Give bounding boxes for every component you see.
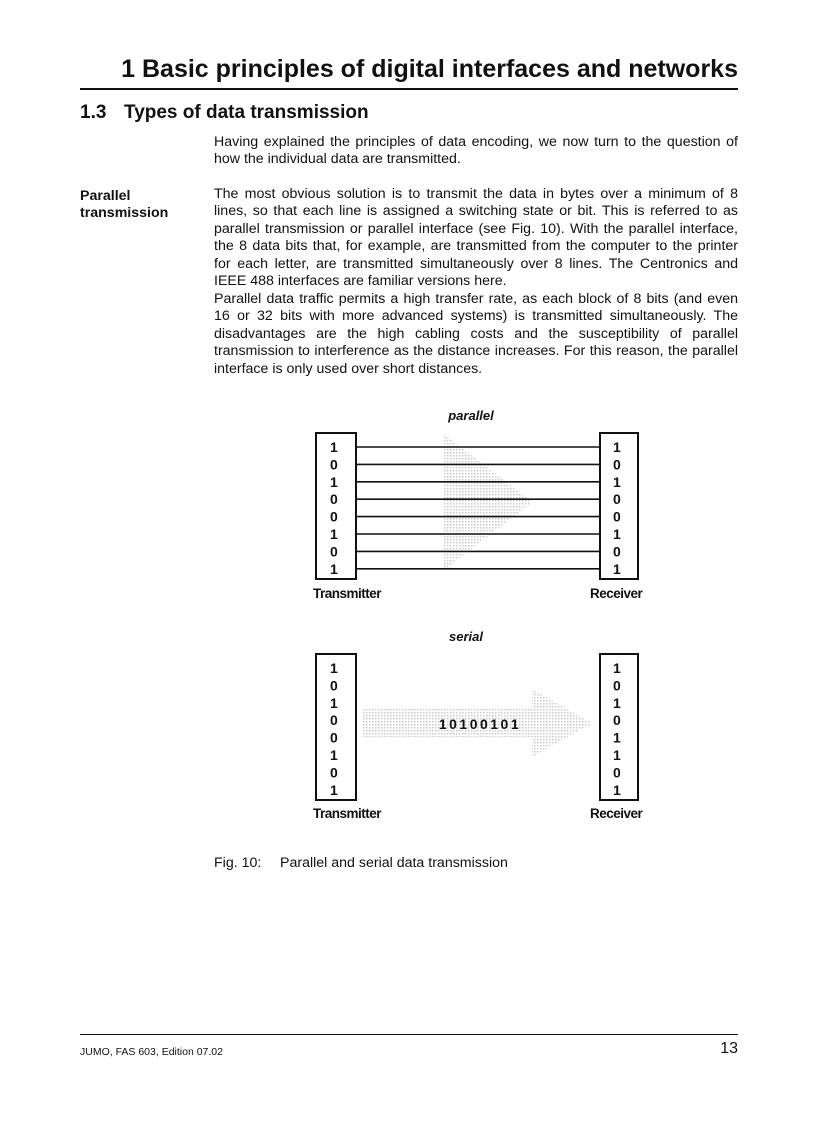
bit-digit: 1 xyxy=(613,781,621,798)
bit-digit: 1 xyxy=(330,473,338,490)
serial-diagram xyxy=(300,649,660,809)
side-label-line: Parallel xyxy=(80,188,131,204)
parallel-arrow xyxy=(444,434,532,570)
bit-digit: 1 xyxy=(613,747,621,763)
bit-digit: 0 xyxy=(613,491,621,508)
bit-digit: 0 xyxy=(330,729,338,746)
section-heading xyxy=(80,102,369,125)
bit-digit: 0 xyxy=(613,677,621,694)
serial-transmitter-label: Transmitter xyxy=(313,806,382,821)
bit-digit: 1 xyxy=(330,560,338,577)
parallel-receiver-label: Receiver xyxy=(590,586,643,601)
bit-digit: 0 xyxy=(613,712,621,729)
footer-rule xyxy=(80,1034,738,1035)
parallel-diagram xyxy=(300,428,660,588)
serial-label: serial xyxy=(449,629,483,644)
receiver-bits xyxy=(613,660,621,798)
bit-digit: 0 xyxy=(330,677,338,694)
bit-digit: 1 xyxy=(613,729,621,746)
figure-caption-text: Parallel and serial data transmission xyxy=(280,855,508,871)
section-title: Types of data transmission xyxy=(124,102,369,123)
bit-digit: 1 xyxy=(613,473,621,490)
side-label-line: transmission xyxy=(80,205,169,222)
bit-digit: 0 xyxy=(613,508,621,525)
parallel-transmitter-label: Transmitter xyxy=(313,586,382,601)
transmitter-bits xyxy=(330,660,338,798)
serial-receiver-label: Receiver xyxy=(590,806,643,821)
bit-digit: 1 xyxy=(330,747,338,763)
parallel-paragraph-1: The most obvious solution is to transmit the data in bytes over a minimum of 8 lines, so that each line is assigned a switching state or bit. This is referred to as parallel transmission or parallel interface (see Fig. 10). With the parallel interface, the 8 data bits that, for example, are transmitted from the computer to the printer for each letter, are transmitted simultaneously over 8 lines. The Centronics and IEEE 488 interfaces are familiar versions here. xyxy=(214,186,738,290)
bit-digit: 1 xyxy=(330,694,338,711)
bit-digit: 0 xyxy=(330,456,338,473)
serial-stream: 10100101 xyxy=(438,716,522,732)
parallel-paragraph-2: Parallel data traffic permits a high transfer rate, as each block of 8 bits (and even 16 or 32 bits with more advanced systems) is transmitted simultaneously. The disadvantages are the high cabling costs and the susceptibility of parallel transmission to interference as the distance increases. For this reason, the parallel interface is only used over short distances. xyxy=(214,291,738,377)
transmitter-bits xyxy=(330,439,338,577)
bit-digit: 1 xyxy=(330,526,338,542)
page-number: 13 xyxy=(720,1040,738,1057)
bit-digit: 0 xyxy=(330,491,338,508)
bit-digit: 1 xyxy=(613,560,621,577)
bit-digit: 1 xyxy=(330,439,338,455)
bit-digit: 0 xyxy=(330,508,338,525)
section-number: 1.3 xyxy=(80,102,107,123)
bit-digit: 0 xyxy=(613,543,621,560)
side-label-parallel xyxy=(80,188,200,223)
bit-digit: 1 xyxy=(613,526,621,542)
bit-digit: 1 xyxy=(330,660,338,676)
footer-edition: JUMO, FAS 603, Edition 07.02 xyxy=(80,1046,223,1058)
receiver-bits xyxy=(613,439,621,577)
bit-digit: 0 xyxy=(330,712,338,729)
bit-digit: 0 xyxy=(330,543,338,560)
bit-digit: 0 xyxy=(613,764,621,781)
header-rule xyxy=(80,88,738,90)
bit-digit: 1 xyxy=(613,439,621,455)
parallel-label: parallel xyxy=(448,408,494,423)
bit-digit: 0 xyxy=(330,764,338,781)
figure-caption-label: Fig. 10: xyxy=(214,855,262,871)
intro-paragraph: Having explained the principles of data encoding, we now turn to the question of how the individual data are transmitted. xyxy=(214,134,738,168)
chapter-title: 1 Basic principles of digital interfaces and networks xyxy=(121,55,738,83)
bit-digit: 1 xyxy=(613,660,621,676)
figure-caption xyxy=(214,855,508,871)
bit-digit: 1 xyxy=(330,781,338,798)
bit-digit: 0 xyxy=(613,456,621,473)
bit-digit: 1 xyxy=(613,694,621,711)
